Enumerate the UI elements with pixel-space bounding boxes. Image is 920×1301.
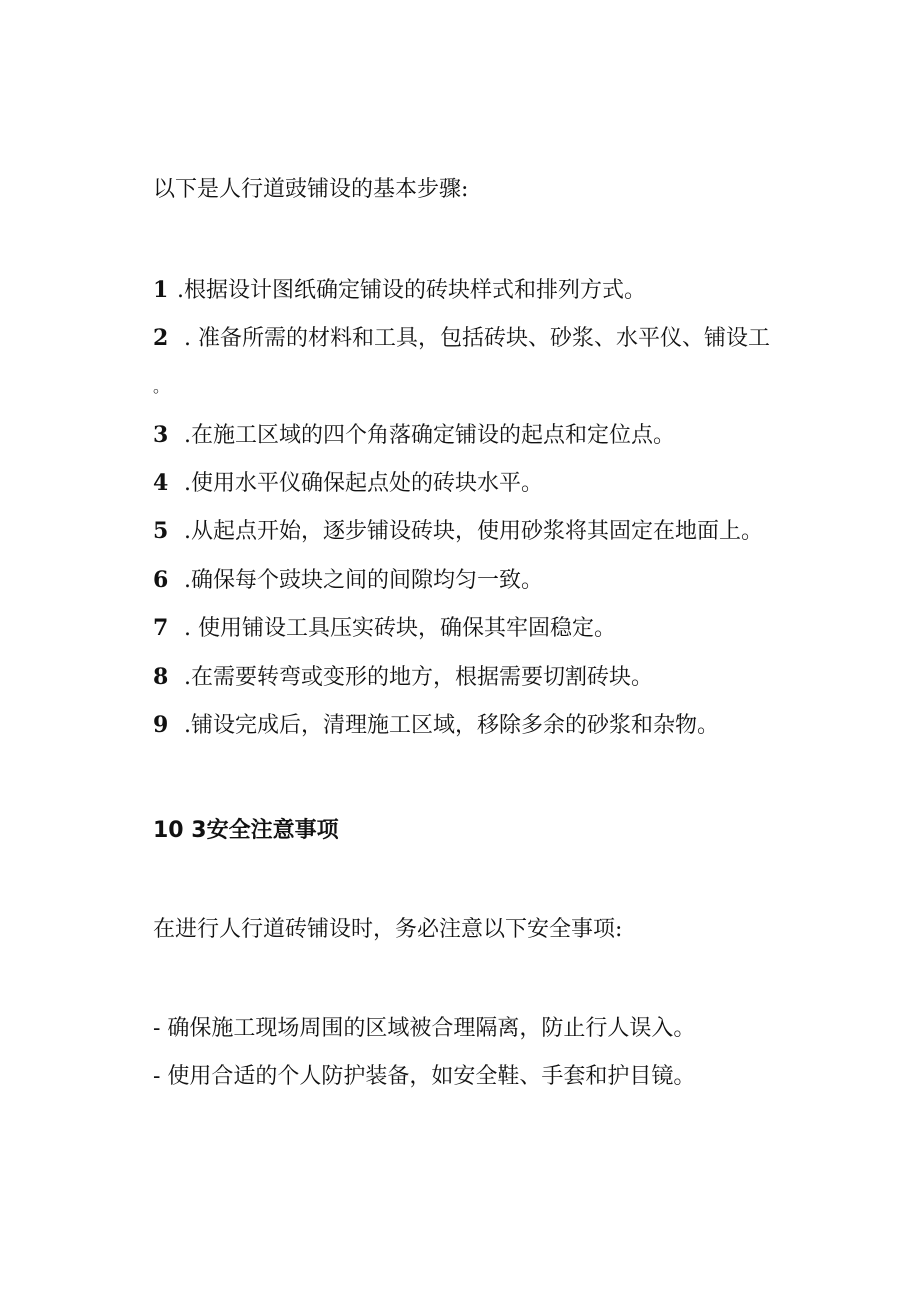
step-number: 6 [153,567,169,593]
step-text: 根据设计图纸确定铺设的砖块样式和排列方式。 [184,278,647,303]
step-text: 使用水平仪确保起点处的砖块水平。 [191,471,544,496]
step-text: 确保每个豉块之间的间隙均匀一致。 [191,568,544,593]
safety-list-item: - 使用合适的个人防护装备，如安全鞋、手套和护目镜。 [153,1064,696,1089]
section-heading: 10 3安全注意事项 [153,818,339,843]
step-number: 5 [153,518,169,544]
step-item [153,420,675,451]
step-item [153,565,543,596]
step-item [153,516,763,547]
step-continuation: 。 [153,377,170,396]
step-separator: . [177,568,191,593]
step-item [153,323,770,354]
step-number: 2 [153,325,169,351]
step-separator: . [177,713,191,738]
step-separator: . [177,278,184,303]
step-separator: . [177,519,191,544]
step-separator: . [177,471,191,496]
step-text: 准备所需的材料和工具，包括砖块、砂浆、水平仪、铺设工 [197,326,770,351]
step-separator: . [177,423,191,448]
step-item [153,275,646,306]
step-text: 在需要转弯或变形的地方，根据需要切割砖块。 [191,665,654,690]
step-item [153,613,616,644]
step-item [153,662,653,693]
safety-intro: 在进行人行道砖铺设时，务必注意以下安全事项: [153,917,623,942]
step-number: 9 [153,712,169,738]
step-text: 使用铺设工具压实砖块，确保其牢固稳定。 [197,616,616,641]
step-item [153,710,719,741]
step-text: 铺设完成后，清理施工区域，移除多余的砂浆和杂物。 [191,713,720,738]
safety-list-item: - 确保施工现场周围的区域被合理隔离，防止行人误入。 [153,1016,696,1041]
step-number: 3 [153,422,169,448]
step-item [153,468,543,499]
step-text: 从起点开始，逐步铺设砖块，使用砂浆将其固定在地面上。 [191,519,764,544]
step-number: 8 [153,664,169,690]
step-separator: . [177,326,198,351]
step-text: 在施工区域的四个角落确定铺设的起点和定位点。 [191,423,676,448]
intro-paragraph: 以下是人行道豉铺设的基本步骤: [153,177,469,202]
step-separator: . [177,665,191,690]
step-number: 7 [153,615,169,641]
step-separator: . [177,616,198,641]
step-number: 1 [153,277,169,303]
step-number: 4 [153,470,169,496]
